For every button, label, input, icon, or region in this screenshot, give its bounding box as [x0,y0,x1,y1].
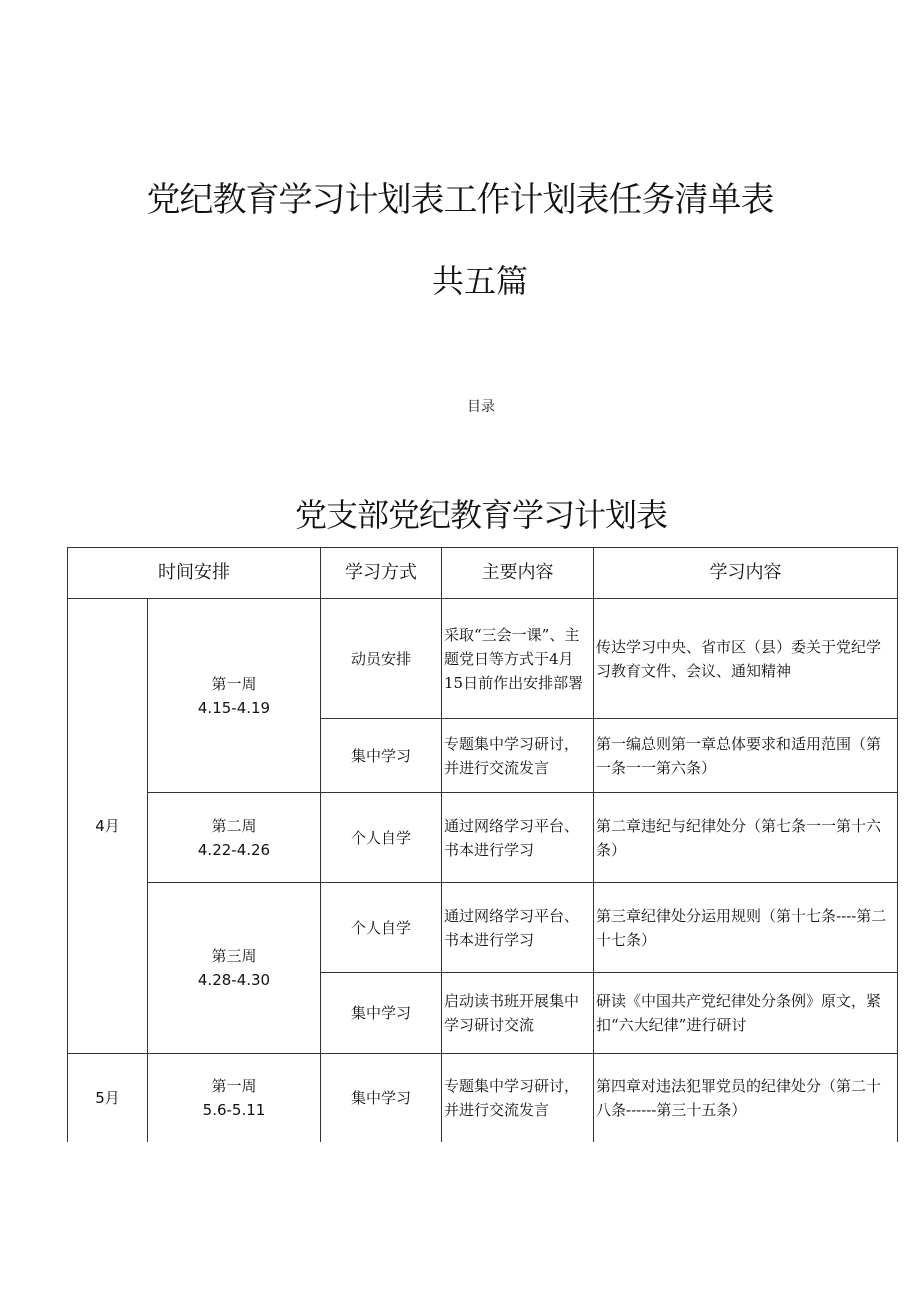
header-method: 学习方式 [321,548,442,599]
method-cell: 个人自学 [321,793,442,883]
study-plan-table [67,547,898,1142]
week-name: 第二周 [211,816,257,835]
study-content-cell: 第二章违纪与纪律处分（第七条一一第十六条） [594,793,898,883]
table-row [68,883,898,973]
header-content: 学习内容 [594,548,898,599]
header-main: 主要内容 [442,548,594,599]
study-content-cell: 第四章对违法犯罪党员的纪律处分（第二十八条------第三十五条） [594,1054,898,1142]
main-content-cell: 专题集中学习研讨，并进行交流发言 [442,719,594,793]
week-name: 第一周 [211,1076,257,1095]
week-cell [148,599,321,793]
month-cell: 5月 [68,1054,148,1142]
method-cell: 集中学习 [321,973,442,1054]
week-cell [148,883,321,1054]
study-content-cell: 第三章纪律处分运用规则（第十七条----第二十七条） [594,883,898,973]
table-row [68,793,898,883]
study-content-cell: 第一编总则第一章总体要求和适用范围（第一条一一第六条） [594,719,898,793]
document-subtitle: 共五篇 [431,262,528,300]
main-content-cell: 通过网络学习平台、书本进行学习 [442,883,594,973]
main-content-cell: 通过网络学习平台、书本进行学习 [442,793,594,883]
header-time: 时间安排 [68,548,321,599]
week-cell [148,1054,321,1142]
week-range: 4.15-4.19 [197,698,271,717]
method-cell: 集中学习 [321,1054,442,1142]
document-title: 党纪教育学习计划表工作计划表任务清单表 [146,180,774,220]
study-content-cell: 传达学习中央、省市区（县）委关于党纪学习教育文件、会议、通知精神 [594,599,898,719]
method-cell: 个人自学 [321,883,442,973]
main-content-cell: 采取“三会一课”、主题党日等方式于4月15日前作出安排部署 [442,599,594,719]
main-content-cell: 启动读书班开展集中学习研讨交流 [442,973,594,1054]
main-content-cell: 专题集中学习研讨，并进行交流发言 [442,1054,594,1142]
week-range: 4.28-4.30 [197,971,271,989]
week-cell [148,793,321,883]
table-header-row [68,548,898,599]
section-title: 党支部党纪教育学习计划表 [294,496,667,534]
table-row [68,599,898,719]
table-row [68,1054,898,1142]
method-cell: 动员安排 [321,599,442,719]
week-range: 4.22-4.26 [197,840,271,859]
week-name: 第三周 [211,947,257,965]
week-range: 5.6-5.11 [202,1100,266,1119]
month-cell: 4月 [68,599,148,1054]
study-content-cell: 研读《中国共产党纪律处分条例》原文，紧扣“六大纪律”进行研讨 [594,973,898,1054]
week-name: 第一周 [211,674,257,693]
table-of-contents-label: 目录 [467,399,495,415]
method-cell: 集中学习 [321,719,442,793]
